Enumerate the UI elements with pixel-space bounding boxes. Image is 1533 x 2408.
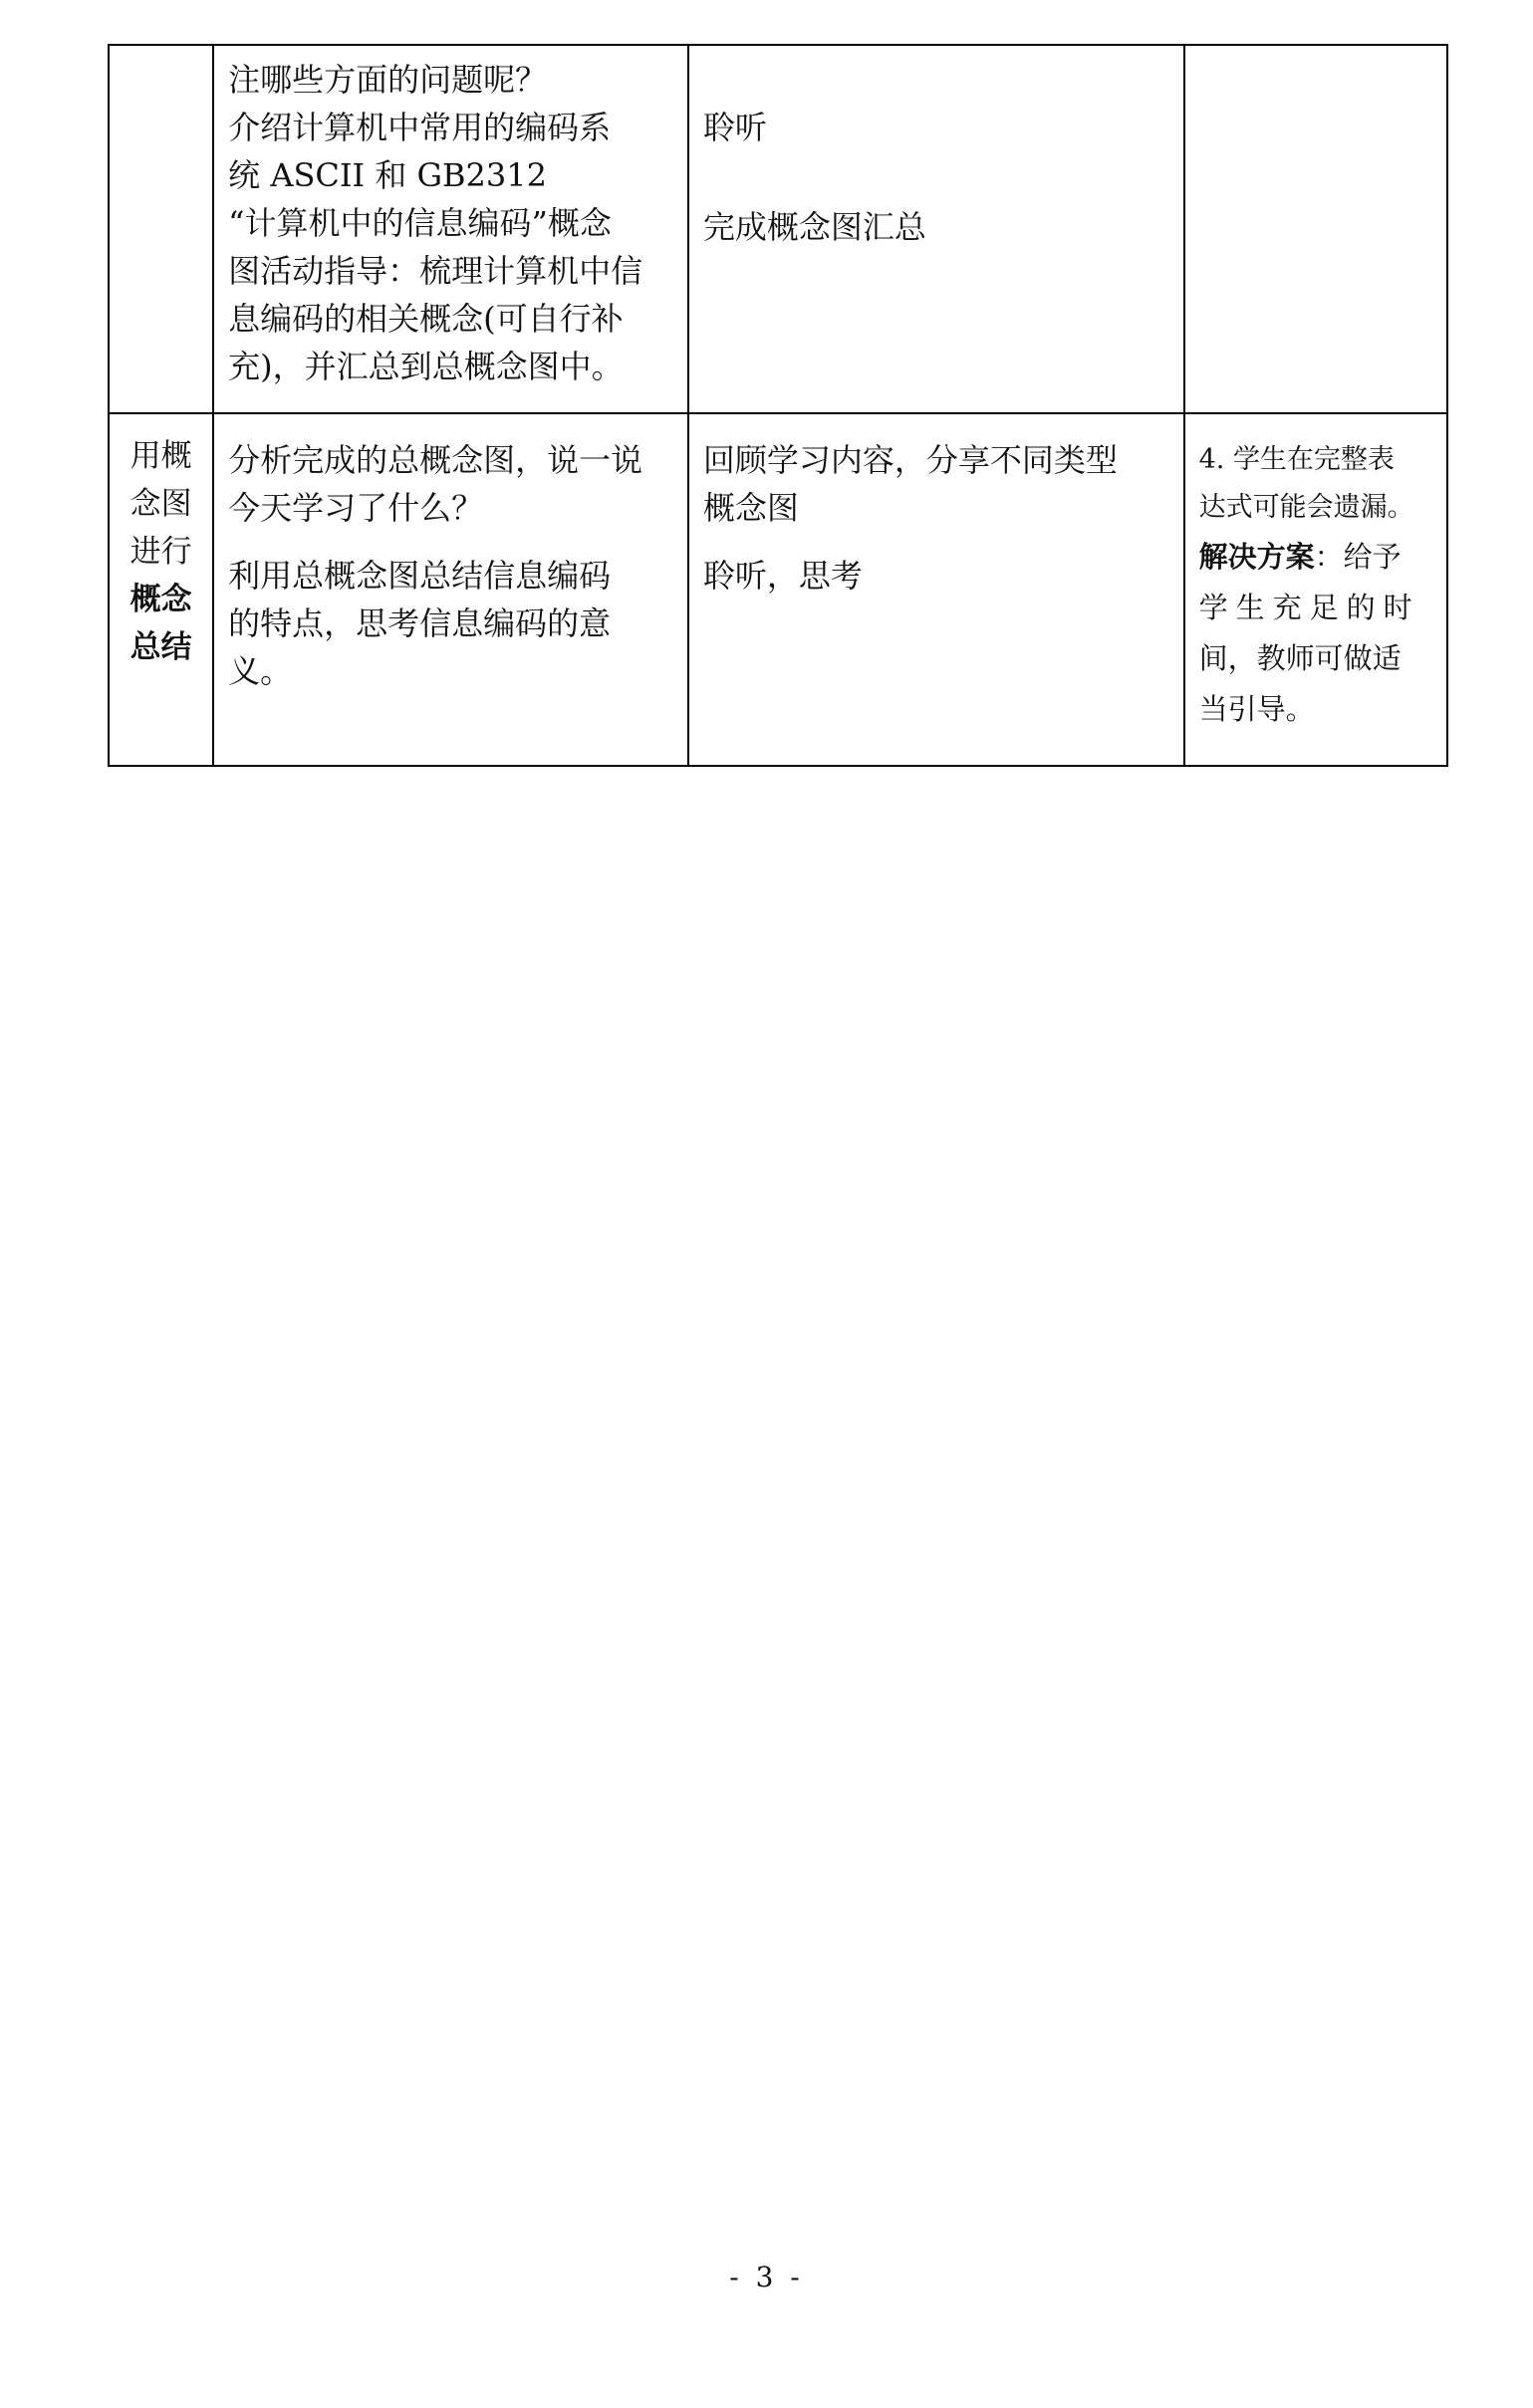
solution-label: 解决方案 <box>1198 540 1315 574</box>
student-text-line: 完成概念图汇总 <box>702 208 926 246</box>
teacher-text-line: 利用总概念图总结信息编码 <box>228 557 612 595</box>
note-line <box>1199 532 1434 583</box>
page-number: - 3 - <box>729 2261 804 2293</box>
teacher-text-line: 的特点，思考信息编码的意 <box>228 604 612 642</box>
teacher-text-line: 统 ASCII 和 GB2312 <box>228 156 547 194</box>
stage-label <box>110 414 212 671</box>
design-note <box>1185 414 1446 735</box>
note-line: 当引导。 <box>1198 692 1315 726</box>
lesson-plan-table <box>108 44 1448 767</box>
stage-label-line: 概念 <box>129 582 192 617</box>
stage-label-line: 总结 <box>129 629 192 665</box>
stage-label <box>110 46 212 64</box>
teacher-text-line: 分析完成的总概念图，说一说 <box>228 441 643 479</box>
teacher-activity-cell <box>213 413 688 766</box>
student-text-line: 概念图 <box>702 489 799 527</box>
note-text: ：给予 <box>1314 540 1402 574</box>
student-activity-cell <box>688 413 1184 766</box>
student-text-line: 聆听 <box>702 109 767 146</box>
note-line: 达式可能会遗漏。 <box>1198 492 1414 523</box>
stage-label-line: 用概 <box>129 438 192 474</box>
teacher-text-line: 今天学习了什么？ <box>228 489 484 527</box>
teacher-text-line: 注哪些方面的问题呢？ <box>228 61 548 99</box>
teacher-text-line: “计算机中的信息编码”概念 <box>228 204 612 242</box>
teacher-text-line: 图活动指导：梳理计算机中信 <box>228 252 643 290</box>
table-row <box>109 45 1447 413</box>
teacher-text-line: 充)，并汇总到总概念图中。 <box>228 348 624 385</box>
note-line: 间，教师可做适 <box>1198 641 1402 675</box>
stage-cell <box>109 413 213 766</box>
teacher-text-line: 介绍计算机中常用的编码系 <box>228 109 612 146</box>
teacher-activity-cell <box>213 45 688 413</box>
stage-label-line: 进行 <box>129 534 192 570</box>
note-line: 4. 学生在完整表 <box>1198 444 1395 475</box>
design-note <box>1185 46 1446 54</box>
student-text-line: 聆听，思考 <box>702 557 863 595</box>
table-row <box>109 413 1447 766</box>
note-line: 学生充足的时 <box>1198 591 1420 624</box>
teacher-text-line: 义。 <box>228 652 293 690</box>
stage-cell <box>109 45 213 413</box>
student-activity-cell <box>688 45 1184 413</box>
design-note-cell <box>1184 413 1447 766</box>
teacher-text-line: 息编码的相关概念(可自行补 <box>228 300 624 338</box>
stage-label-line: 念图 <box>129 486 192 522</box>
design-note-cell <box>1184 45 1447 413</box>
student-text-line: 回顾学习内容，分享不同类型 <box>702 441 1118 479</box>
